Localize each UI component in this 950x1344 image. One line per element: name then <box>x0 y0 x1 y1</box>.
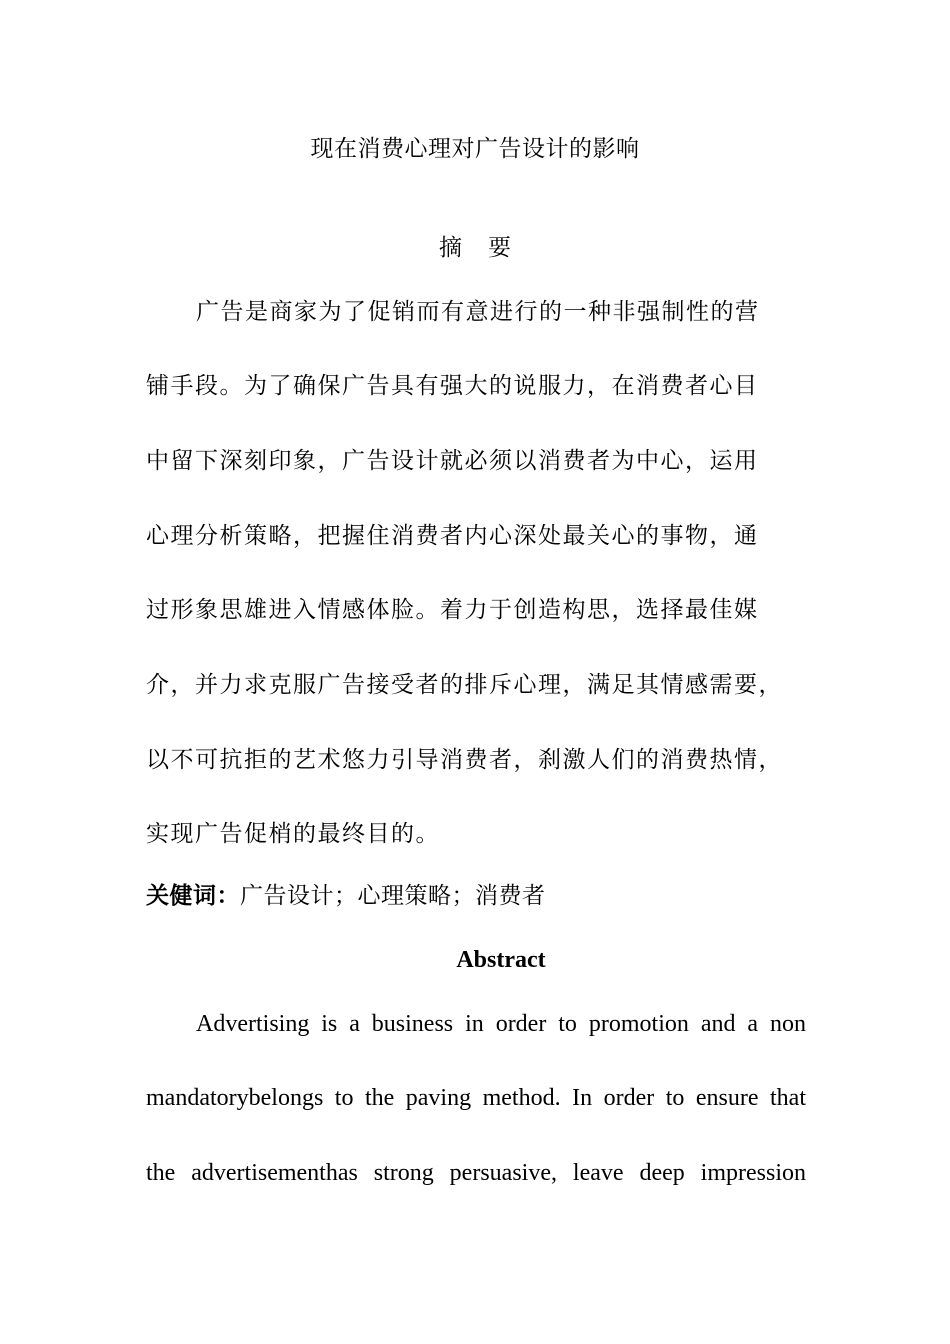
english-abstract-line: Advertising is a business in order to promotion and a non <box>196 1011 806 1037</box>
abstract-heading-cn <box>0 232 950 264</box>
abstract-line: 介，并力求克服广告接受者的排斥心理，满足其情感需要， <box>146 672 783 698</box>
keywords-label: 关健词： <box>146 883 240 909</box>
abstract-line: 铺手段。为了确保广告具有强大的说服力，在消费者心目 <box>146 373 759 399</box>
abstract-line: 广告是商家为了促销而有意进行的一种非强制性的营 <box>196 299 760 325</box>
abstract-line: 实现广告促梢的最终目的。 <box>146 821 440 847</box>
keywords-line <box>146 880 546 912</box>
abstract-heading-part2: 要 <box>488 235 511 261</box>
english-abstract-line: the advertisementhas strong persuasive, leave deep impression <box>146 1160 806 1186</box>
english-abstract-line: mandatorybelongs to the paving method. In order to ensure that <box>146 1085 806 1111</box>
keywords-text: 广告设计；心理策略；消费者 <box>240 883 546 909</box>
abstract-line: 心理分析策略，把握住消费者内心深处最关心的事物，通 <box>146 523 759 549</box>
english-abstract-heading: Abstract <box>456 947 546 973</box>
abstract-line: 以不可抗拒的艺术悠力引导消费者，刹激人们的消费热情， <box>146 747 783 773</box>
abstract-heading-part1: 摘 <box>439 235 462 261</box>
abstract-line: 过形象思雄进入情感体脸。着力于创造构思，选择最佳媒 <box>146 597 759 623</box>
page-title: 现在消费心理对广告设计的影响 <box>310 136 640 162</box>
abstract-line: 中留下深刻印象，广告设计就必须以消费者为中心，运用 <box>146 448 759 474</box>
